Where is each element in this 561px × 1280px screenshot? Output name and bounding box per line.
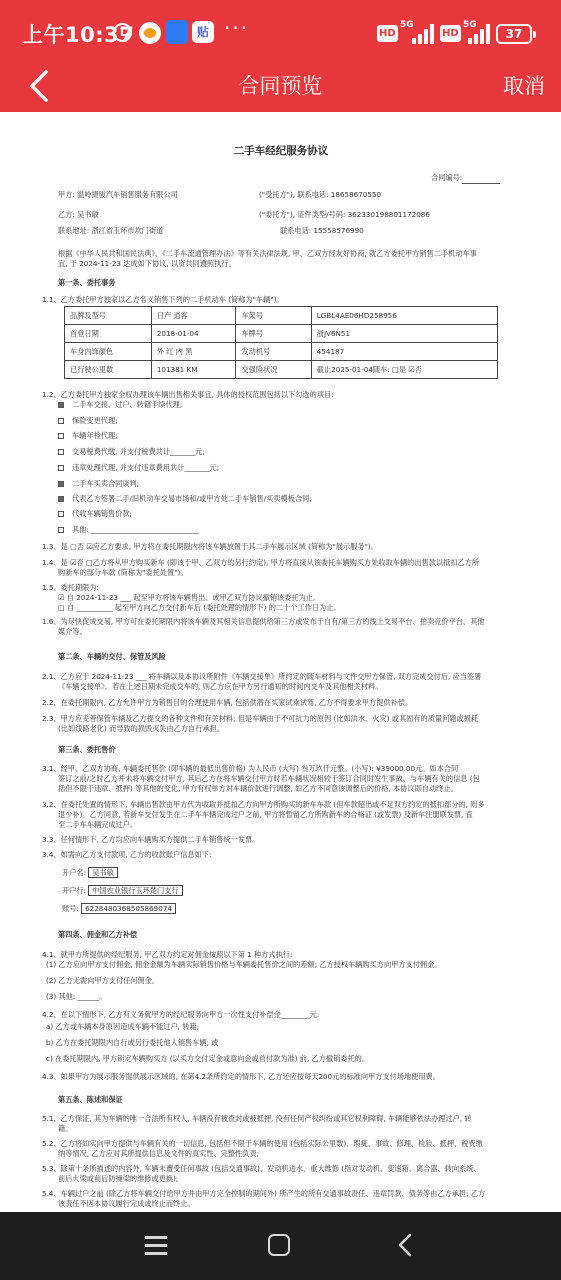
clause-5-3: 5.3、除第十条所描述的内容外, 车辆未遭受任何事故 (包括交通事故)、发动机进水、重大维修 (指对发动机、变速箱、离合器、转向系统、 bbox=[42, 1164, 481, 1173]
clause-4-2: 4.2、在以下情形下, 乙方有义务就甲方的经纪服务向甲方一次性支付补偿金________元: bbox=[42, 1010, 320, 1019]
clause-4-1-2: (2) 乙方无需向甲方支付任何佣金。 bbox=[46, 976, 160, 985]
clause-2-3: 2.3、甲方应妥善保管车辆及乙方提交的各种文件和有关材料; 但是车辆由于不可抗力的原因 (比如洪水、火灾) 或其固有的质量问题或损耗 bbox=[42, 714, 479, 723]
unchecked-checkbox-icon bbox=[58, 527, 64, 533]
party-a: 甲方: 温岭捷骏汽车销售服务有限公司 bbox=[58, 190, 178, 199]
clause-1-5-b: □ 自 __________ 起至甲方向乙方交付新车后 (委托处置的情形下) 的二十个工作日为止。 bbox=[58, 603, 341, 612]
intro-line-1: 根据《中华人民共和国民法典》、《二手车流通管理办法》等有关法律法规, 甲、乙双方经友好协商, 就乙方委托甲方销售二手机动车事 bbox=[58, 249, 477, 258]
table-cell: 外 红 内 黑 bbox=[151, 343, 236, 361]
vehicle-info-table bbox=[64, 306, 498, 379]
status-bar bbox=[0, 0, 561, 58]
clause-2-1: 2.1、乙方应于 2024-11-23 ___ 将车辆以及本协议所附件《车辆交接单》所约定的随车材料与文件交甲方保管, 双方完成交付后, 应当签署 bbox=[42, 672, 482, 681]
clause-1-1: 1.1、乙方委托甲方独家以乙方名义销售下列的二手机动车 (简称为"车辆")。 bbox=[42, 295, 284, 304]
checked-checkbox-icon bbox=[58, 402, 64, 408]
authorization-item-label: 代表乙方签署二手/旧机动车交易市场和/或甲方处二手车销售/买卖模板合同; bbox=[72, 494, 312, 503]
clause-4-3: 4.3、如果甲方为展示服务提供展示区域的, 在第4.2条所约定的情形下, 乙方还应按每天200元的标准向甲方支付场地使用费。 bbox=[42, 1072, 440, 1081]
account-number: 6228480368505869074 bbox=[81, 903, 176, 914]
authorization-item-label: 保险变更代理; bbox=[72, 416, 118, 425]
nav-bar bbox=[0, 58, 561, 112]
table-cell: 截止2025-01-04随车: □是 ☑否 bbox=[311, 361, 497, 379]
section-2-title: 第二条、车辆的交付、保管及风险 bbox=[58, 652, 166, 661]
table-cell: 已行驶公里数 bbox=[65, 361, 152, 379]
authorization-item bbox=[58, 494, 312, 504]
unchecked-checkbox-icon bbox=[58, 511, 64, 517]
unchecked-checkbox-icon bbox=[58, 418, 64, 424]
clause-4-2-b: b) 乙方在委托期限内自行或另行委托他人销售车辆; 或 bbox=[46, 1038, 219, 1047]
network-type: 5G bbox=[463, 20, 477, 30]
intro-line-2: 宜, 于 2024-11-23 达成如下协议, 以资共同遵照执行。 bbox=[58, 259, 236, 268]
authorization-item-label: 交易税费代缴, 并支付税费共计_______元; bbox=[72, 447, 205, 456]
authorization-item bbox=[58, 431, 118, 441]
table-cell: 首登日期 bbox=[65, 325, 152, 343]
clause-4-2-a: a) 乙方或车辆本身原因造成车辆不能过户, 转籍; bbox=[46, 1022, 200, 1031]
clause-3-2-cont2: 至二手车车辆完成过户。 bbox=[58, 820, 138, 829]
contract-preview[interactable] bbox=[0, 112, 561, 1212]
table-row bbox=[65, 307, 498, 325]
table-row bbox=[65, 325, 498, 343]
party-b-address: 联系地址: 浙江省玉环市坎门街道 bbox=[58, 226, 164, 235]
clause-1-4: 1.4、是 ☑否 □乙方将从甲方购买新车 (即该于甲、乙双方的另行约定), 甲方将直接从该委托车辆购买方处收取车辆的出售款以抵扣乙方所 bbox=[42, 558, 480, 567]
authorization-item bbox=[58, 416, 118, 426]
account-name-row: 开户名: 吴书敏 bbox=[62, 867, 118, 878]
contract-title: 二手车经纪服务协议 bbox=[233, 145, 329, 157]
unchecked-checkbox-icon bbox=[58, 465, 64, 471]
clause-1-5: 1.5、委托期限为: bbox=[42, 583, 99, 592]
table-cell: 发动机号 bbox=[236, 343, 311, 361]
clause-3-2-cont: 退少补)。乙方同意, 若新车交付发生在二手车车辆完成过户之前, 甲方将暂留乙方所购新车的合格证 (或发票) 及新车注册联发票, 直 bbox=[58, 810, 473, 819]
checked-checkbox-icon bbox=[58, 496, 64, 502]
authorization-item bbox=[58, 525, 199, 535]
party-b-phone: 联系电话: 15558576990 bbox=[280, 226, 364, 235]
section-5-title: 第五条、陈述和保证 bbox=[58, 1095, 123, 1104]
home-icon[interactable] bbox=[268, 1234, 290, 1256]
unchecked-checkbox-icon bbox=[58, 433, 64, 439]
account-bank: 中国农业银行玉环楚门支行 bbox=[88, 885, 182, 896]
battery-icon: 37 bbox=[496, 24, 532, 44]
table-cell: 交强险状况 bbox=[236, 361, 311, 379]
unchecked-checkbox-icon bbox=[58, 449, 64, 455]
network-type: 5G bbox=[400, 20, 414, 30]
clause-2-1-cont: 《车辆交接单》。若在上述日期未完成交车的, 则乙方应在甲方另行通知的时间内交车及其他相关材料。 bbox=[58, 682, 383, 691]
clause-5-2-cont: 纳等情况, 乙方应对其所提供信息及文件的真实性、完整性负责; bbox=[58, 1149, 260, 1158]
clause-1-4-cont: 购新车的部分车款 (简称为"委托处置")。 bbox=[58, 568, 188, 577]
table-cell: 车牌号 bbox=[236, 325, 311, 343]
page-title: 合同预览 bbox=[238, 74, 323, 98]
clause-5-3-cont: 前后大梁或前后防撞梁的维修或更换); bbox=[58, 1174, 179, 1183]
clause-5-4-cont: 该责任不因本协议履行完成或终止而终止。 bbox=[58, 1199, 195, 1208]
party-b: 乙方: 吴书敏 bbox=[58, 210, 99, 219]
table-row bbox=[65, 361, 498, 379]
clause-3-2: 3.2、在委托处置的情形下, 车辆出售款由甲方代为收取并抵扣乙方向甲方所购买的新车车款 (但车款超出或不足双方约定的抵扣部分的, 则多 bbox=[42, 800, 485, 809]
clause-3-4: 3.4、如需向乙方支付款项, 乙方的收款账户信息如下: bbox=[42, 850, 212, 859]
authorization-item bbox=[58, 509, 132, 519]
clause-5-2: 5.2、乙方将如实向甲方提供与车辆有关的一切信息, 包括但不限于车辆的使用 (包括实际公里数)、瑕疵、事故、修理、检验、抵押、税费缴 bbox=[42, 1139, 483, 1148]
authorization-item bbox=[58, 400, 182, 410]
clause-5-1-cont: 籍。 bbox=[58, 1124, 73, 1133]
clause-2-2: 2.2、在委托期限内, 乙方允许甲方为销售目的合理使用车辆, 包括供潜在买家试乘试驾, 乙方不得要求甲方提供补偿。 bbox=[42, 698, 413, 707]
table-cell: 品牌及型号 bbox=[65, 307, 152, 325]
clause-4-2-c: c) 在委托期限内, 甲方锁定车辆购买方 (以买方交付定金或意向金或首付款为准) 前, 乙方撤销委托的。 bbox=[46, 1054, 370, 1063]
clause-2-3-cont: (比如线路老化) 而导致的损毁灭失由乙方自行承担。 bbox=[58, 724, 225, 733]
signal-icon bbox=[410, 22, 436, 44]
clause-5-1: 5.1、乙方保证, 其为车辆的唯一合法所有权人, 车辆没有被查封或被抵押, 没有任何产权纠纷或其它权利障碍, 车辆能够依法办理过户, 转 bbox=[42, 1114, 472, 1123]
account-name: 吴书敏 bbox=[88, 867, 118, 878]
clause-4-1-1: (1) 乙方应向甲方支付佣金, 佣金金额为车辆实际销售价格与车辆委托售价之间的差额; 乙方授权车辆购买方向甲方支付佣金。 bbox=[46, 960, 442, 969]
authorization-item-label: 代收车辆销售价款; bbox=[72, 509, 132, 518]
clause-3-1-cont2: 括但不限于违章、抵押) 等其他的变化, 甲方有权单方对车辆价款进行调整, 如乙方不同意该调整后的价格, 本协议即自动终止。 bbox=[58, 784, 458, 793]
authorization-item-label: 违章处理代理, 并支付违章费用共计_______元; bbox=[72, 463, 220, 472]
clause-4-1: 4.1、就甲方所提供的经纪服务, 甲乙双方约定对佣金按照以下第 1 种方式执行: bbox=[42, 950, 293, 959]
clock: 上午10:37 bbox=[22, 23, 135, 47]
section-1-title: 第一条、委托事务 bbox=[58, 278, 116, 287]
authorization-item bbox=[58, 479, 139, 489]
clause-1-6: 1.6、为尽快促成交易, 甲方可在委托期限内将该车辆及其相关信息提供给第三方或发布于自有/第三方的线上交易平台、拍卖竞价平台、其他 bbox=[42, 617, 485, 626]
authorization-item bbox=[58, 447, 205, 457]
table-cell: 车架号 bbox=[236, 307, 311, 325]
cancel-button[interactable]: 取消 bbox=[503, 74, 545, 98]
clause-1-6-cont: 媒介等。 bbox=[58, 627, 87, 636]
party-a-role: ("受托方"), 联系电话: 18658670550 bbox=[259, 190, 382, 199]
weibo-icon bbox=[139, 22, 161, 44]
table-cell: 日产 逍客 bbox=[151, 307, 236, 325]
clause-3-1-cont: 签订之前/之时乙方并未将车辆交付甲方, 其后乙方在将车辆交付甲方时若车辆状况相较于签订合同时发生事故、与车辆有关的信息 (包 bbox=[58, 774, 480, 783]
menu-icon[interactable] bbox=[145, 1235, 167, 1255]
table-cell: 101381 KM bbox=[151, 361, 236, 379]
authorization-item-label: 二手车交接、过户、转籍手续代理; bbox=[72, 400, 183, 409]
checked-checkbox-icon bbox=[58, 481, 64, 487]
clause-1-3: 1.3、是 □否 ☑应乙方要求, 甲方将在委托期限内将该车辆放置于其二手车展示区域 (简称为"展示服务")。 bbox=[42, 542, 378, 551]
more-notifications-icon: ··· bbox=[224, 16, 250, 40]
section-3-title: 第三条、委托售价 bbox=[58, 745, 116, 754]
clause-3-3: 3.3、任何情形下, 乙方均应向车辆购买方提供二手车销售统一发票。 bbox=[42, 835, 260, 844]
system-nav-bar bbox=[0, 1212, 561, 1280]
table-cell: LGBL4AE06HD258956 bbox=[311, 307, 497, 325]
alarm-icon bbox=[113, 23, 132, 42]
table-row bbox=[65, 343, 498, 361]
account-number-row: 账号: 6228480368505869074 bbox=[62, 903, 176, 914]
authorization-item-label: 其他: ______________________________ bbox=[72, 525, 199, 534]
back-icon[interactable] bbox=[393, 1232, 417, 1258]
clause-1-2: 1.2、乙方委托甲方独家全权办理该车辆出售相关事宜, 具体的授权范围包括以下勾选的项目: bbox=[42, 390, 334, 399]
signal-icon bbox=[466, 22, 492, 44]
clause-4-1-3: (3) 其他: ______。 bbox=[46, 992, 107, 1001]
tie-app-icon: 贴 bbox=[192, 21, 214, 43]
account-bank-row: 开户行: 中国农业银行玉环楚门支行 bbox=[62, 885, 183, 896]
clause-1-5-a: ☑ 自 2024-11-23 ___ 起至甲方将该车辆售出、或甲乙双方协议撤销该委托为止。 bbox=[58, 593, 321, 602]
party-b-role: ("委托方"), 证件类型/号码: 362330198801172086 bbox=[259, 210, 430, 219]
table-cell: 2018-01-04 bbox=[151, 325, 236, 343]
table-cell: 浙JV6N51 bbox=[311, 325, 497, 343]
authorization-item bbox=[58, 463, 219, 473]
table-cell: 454187 bbox=[311, 343, 497, 361]
app-icon bbox=[166, 20, 188, 44]
table-cell: 车身内饰颜色 bbox=[65, 343, 152, 361]
section-4-title: 第四条、佣金和乙方补偿 bbox=[58, 930, 138, 939]
authorization-item-label: 车辆年检代理; bbox=[72, 431, 118, 440]
authorization-item-label: 二手车买卖合同谈判; bbox=[72, 479, 140, 488]
top-header bbox=[0, 0, 561, 112]
contract-no: 合同编号: bbox=[431, 173, 500, 184]
clause-3-1: 3.1、经甲、乙双方协商, 车辆委托售价 (即车辆的最低出售价格) 为人民币 (大写) 叁万玖仟元整。(小写): ¥39000.00元。如本合同 bbox=[42, 764, 459, 773]
clause-5-4: 5.4、车辆过户之前 (除乙方将车辆交付给甲方并由甲方完全控制的期间外) 所产生的所有交通事故责任、违章罚款、债务等由乙方承担; 乙方 bbox=[42, 1189, 486, 1198]
hd-icon: HD bbox=[377, 25, 398, 42]
hd-icon: HD bbox=[440, 25, 461, 42]
